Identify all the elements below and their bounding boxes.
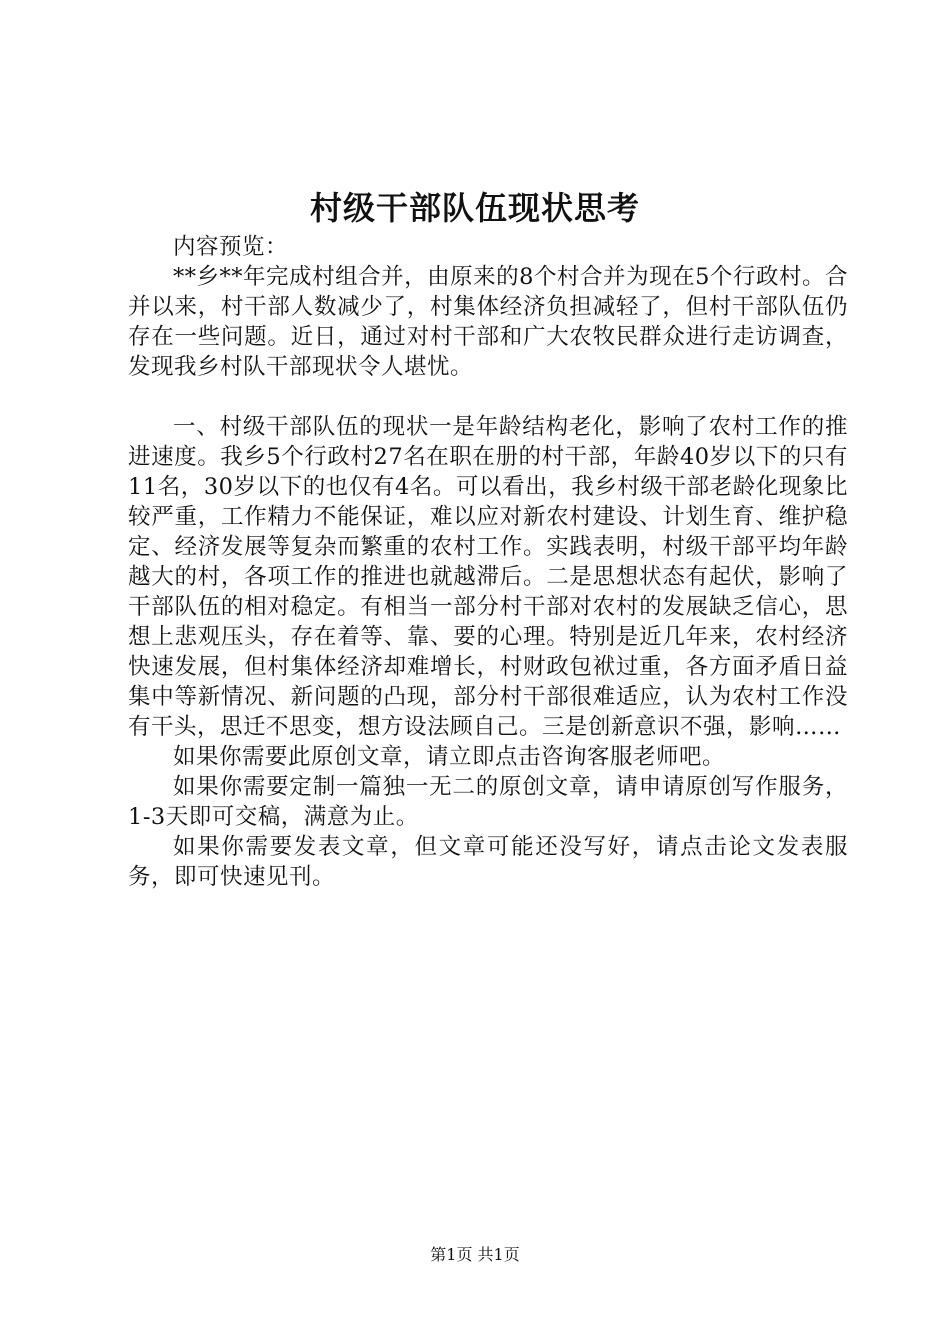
document-body xyxy=(128,232,848,892)
preview-label: 内容预览： xyxy=(173,234,289,260)
status-paragraph: 一、村级干部队伍的现状一是年龄结构老化，影响了农村工作的推进速度。我乡5个行政村27名在职在册的村干部，年龄40岁以下的只有11名，30岁以下的也仅有4名。可以看出，我乡村级干部老龄化现象比较严重，工作精力不能保证，难以应对新农村建设、计划生育、维护稳定、经济发展等复杂而繁重的农村工作。实践表明，村级干部平均年龄越大的村，各项工作的推进也就越滞后。二是思想状态有起伏，影响了干部队伍的相对稳定。有相当一部分村干部对农村的发展缺乏信心，思想上悲观压头，存在着等、靠、要的心理。特别是近几年来，农村经济快速发展，但村集体经济却难增长，村财政包袱过重，各方面矛盾日益集中等新情况、新问题的凸现，部分村干部很难适应，认为农村工作没有干头，思迁不思变，想方设法顾自己。三是创新意识不强，影响…… xyxy=(128,414,848,740)
publishing-service-text: 如果你需要发表文章，但文章可能还没写好，请点击论文发表服务，即可快速见刊。 xyxy=(128,834,848,890)
custom-writing-service-text: 如果你需要定制一篇独一无二的原创文章，请申请原创写作服务，1-3天即可交稿，满意为止。 xyxy=(128,774,848,830)
page-number: 第1页 共1页 xyxy=(430,1245,520,1264)
intro-paragraph: **乡**年完成村组合并，由原来的8个村合并为现在5个行政村。合并以来，村干部人数减少了，村集体经济负担减轻了，但村干部队伍仍存在一些问题。近日，通过对村干部和广大农牧民群众进行走访调查，发现我乡村队干部现状令人堪忧。 xyxy=(128,264,848,380)
document-title: 村级干部队伍现状思考 xyxy=(309,189,640,227)
original-article-link-text: 如果你需要此原创文章，请立即点击咨询客服老师吧。 xyxy=(173,744,726,770)
